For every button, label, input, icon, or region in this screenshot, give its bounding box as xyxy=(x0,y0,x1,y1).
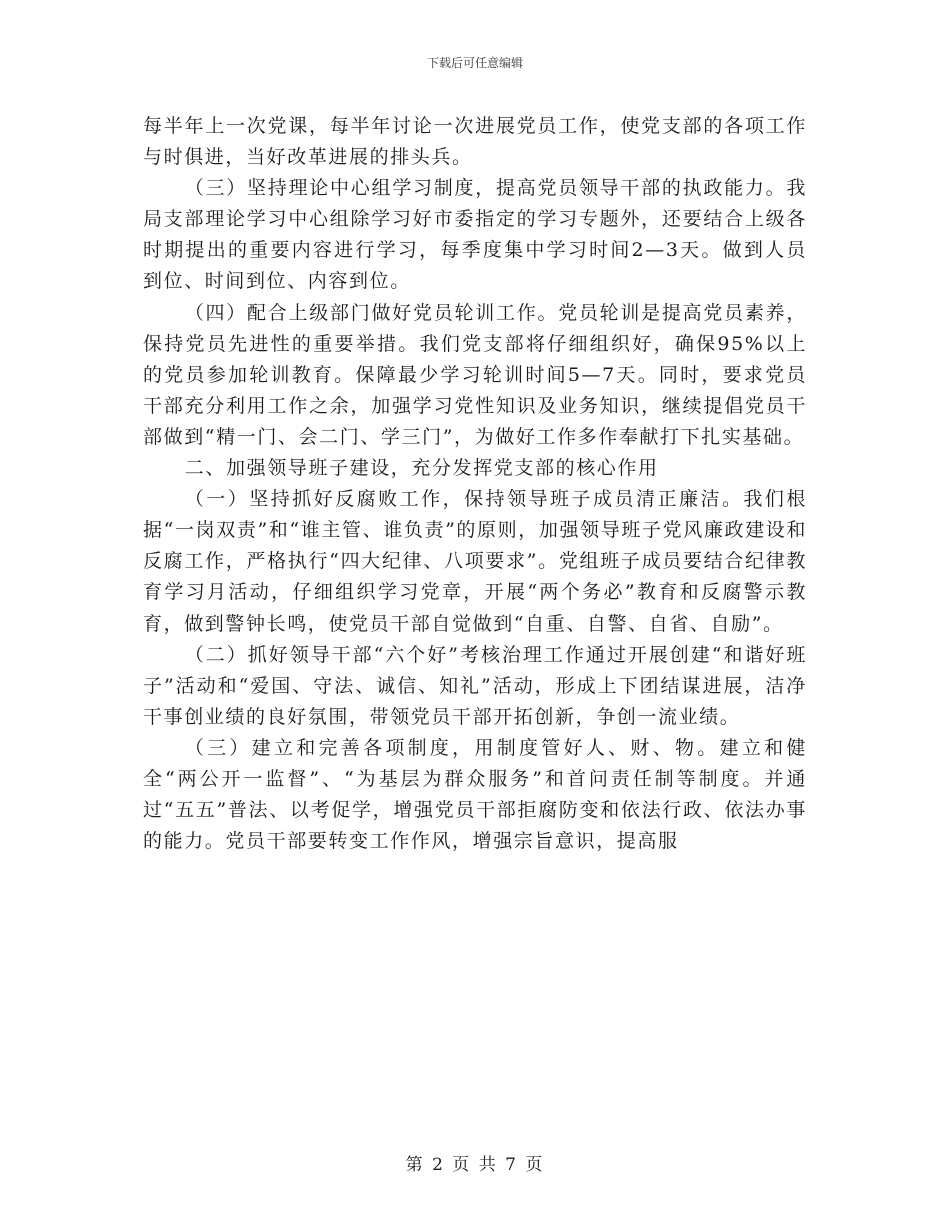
paragraph-section-2-assessment: （二）抓好领导干部“六个好”考核治理工作通过开展创建“和谐好班子”活动和“爱国、守法、诚信、知礼”活动，形成上下团结谋进展，洁净干事创业绩的良好氛围，带领党员干部开拓创新，争创一流业绩。 xyxy=(143,643,807,728)
page-header: 下载后可任意编辑 xyxy=(426,56,523,70)
section-heading-two: 二、加强领导班子建设，充分发挥党支部的核心作用 xyxy=(184,457,659,480)
paragraph-section-3-systems: （三）建立和完善各项制度，用制度管好人、财、物。建立和健全“两公开一监督”、“为基层为群众服务”和首问责任制等制度。并通过“五五”普法、以考促学，增强党员干部拒腐防变和依法行政、依法办事的能力。党员干部要转变工作作风，增强宗旨意识，提高服 xyxy=(143,736,807,853)
paragraph-continuation: 每半年上一次党课，每半年讨论一次进展党员工作，使党支部的各项工作与时俱进，当好改革进展的排头兵。 xyxy=(143,115,807,169)
document-body xyxy=(143,111,807,857)
paragraph-section-3-study: （三）坚持理论中心组学习制度，提高党员领导干部的执政能力。我局支部理论学习中心组除学习好市委指定的学习专题外，还要结合上级各时期提出的重要内容进行学习，每季度集中学习时间2—3天。做到人员到位、时间到位、内容到位。 xyxy=(143,177,807,293)
paragraph-section-1-anticorruption: （一）坚持抓好反腐败工作，保持领导班子成员清正廉洁。我们根据“一岗双责”和“谁主管、谁负责”的原则，加强领导班子党风廉政建设和反腐工作，严格执行“四大纪律、八项要求”。党组班子成员要结合纪律教育学习月活动，仔细组织学习党章，开展“两个务必”教育和反腐警示教育，做到警钟长鸣，使党员干部自觉做到“自重、自警、自省、自励”。 xyxy=(143,488,807,635)
paragraph-section-4-training: （四）配合上级部门做好党员轮训工作。党员轮训是提高党员素养，保持党员先进性的重要举措。我们党支部将仔细组织好，确保95%以上的党员参加轮训教育。保障最少学习轮训时间5—7天。同时，要求党员干部充分利用工作之余，加强学习党性知识及业务知识，继续提倡党员干部做到“精一门、会二门、学三门”，为做好工作多作奉献打下扎实基础。 xyxy=(143,301,807,448)
page-footer: 第 2 页 共 7 页 xyxy=(405,1155,545,1175)
